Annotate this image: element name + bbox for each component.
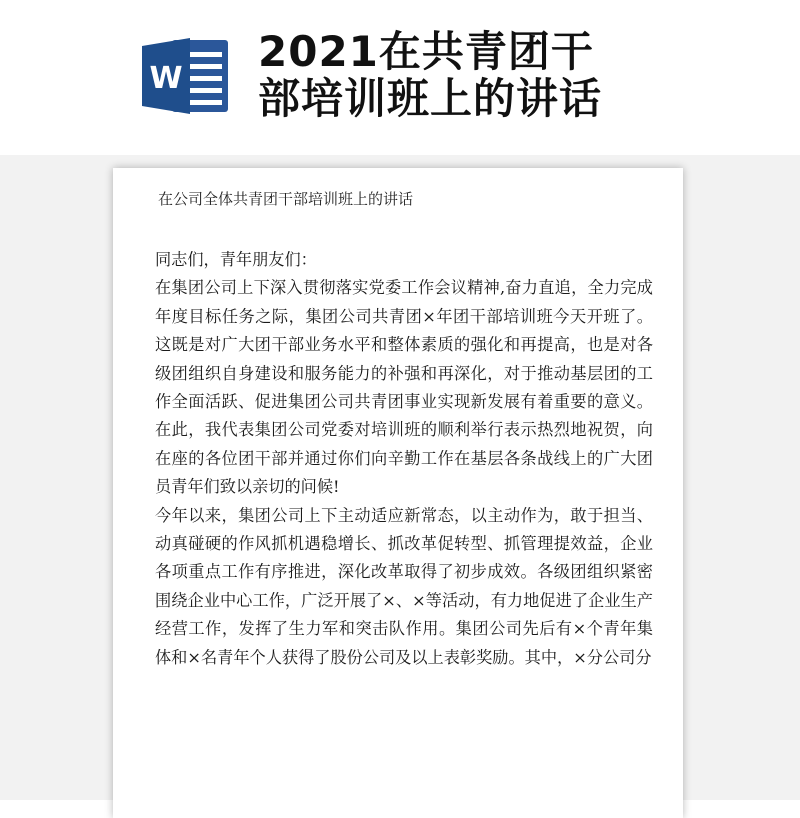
title-line-2: 部培训班上的讲话	[258, 74, 603, 123]
header-banner	[0, 0, 800, 155]
document-title	[258, 28, 778, 122]
paragraph-2: 今年以来，集团公司上下主动适应新常态，以主动作为，敢于担当、动真碰硬的作风抓机遇稳增长、抓改革促转型、抓管理提效益，企业各项重点工作有序推进，深化改革取得了初步成效。各级团组织紧密围绕企业中心工作，广泛开展了×、×等活动，有力地促进了企业生产经营工作，发挥了生力军和突击队作用。集团公司先后有×个青年集体和×名青年个人获得了股份公司及以上表彰奖励。其中，×分公司分	[155, 505, 653, 667]
page-heading: 在公司全体共青团干部培训班上的讲话	[158, 190, 414, 208]
document-page	[113, 168, 683, 818]
greeting: 同志们，青年朋友们：	[155, 250, 317, 269]
document-body	[155, 246, 653, 672]
word-doc-icon	[142, 36, 230, 116]
word-icon-letter: W	[149, 61, 183, 96]
paragraph-1: 在集团公司上下深入贯彻落实党委工作会议精神,奋力直追，全力完成年度目标任务之际，集团公司共青团×年团干部培训班今天开班了。这既是对广大团干部业务水平和整体素质的强化和再提高，也是对各级团组织自身建设和服务能力的补强和再深化，对于推动基层团的工作全面活跃、促进集团公司共青团事业实现新发展有着重要的意义。在此，我代表集团公司党委对培训班的顺利举行表示热烈地祝贺，向在座的各位团干部并通过你们向辛勤工作在基层各条战线上的广大团员青年们致以亲切的问候!	[155, 278, 653, 497]
title-line-1: 2021在共青团干	[258, 27, 594, 76]
